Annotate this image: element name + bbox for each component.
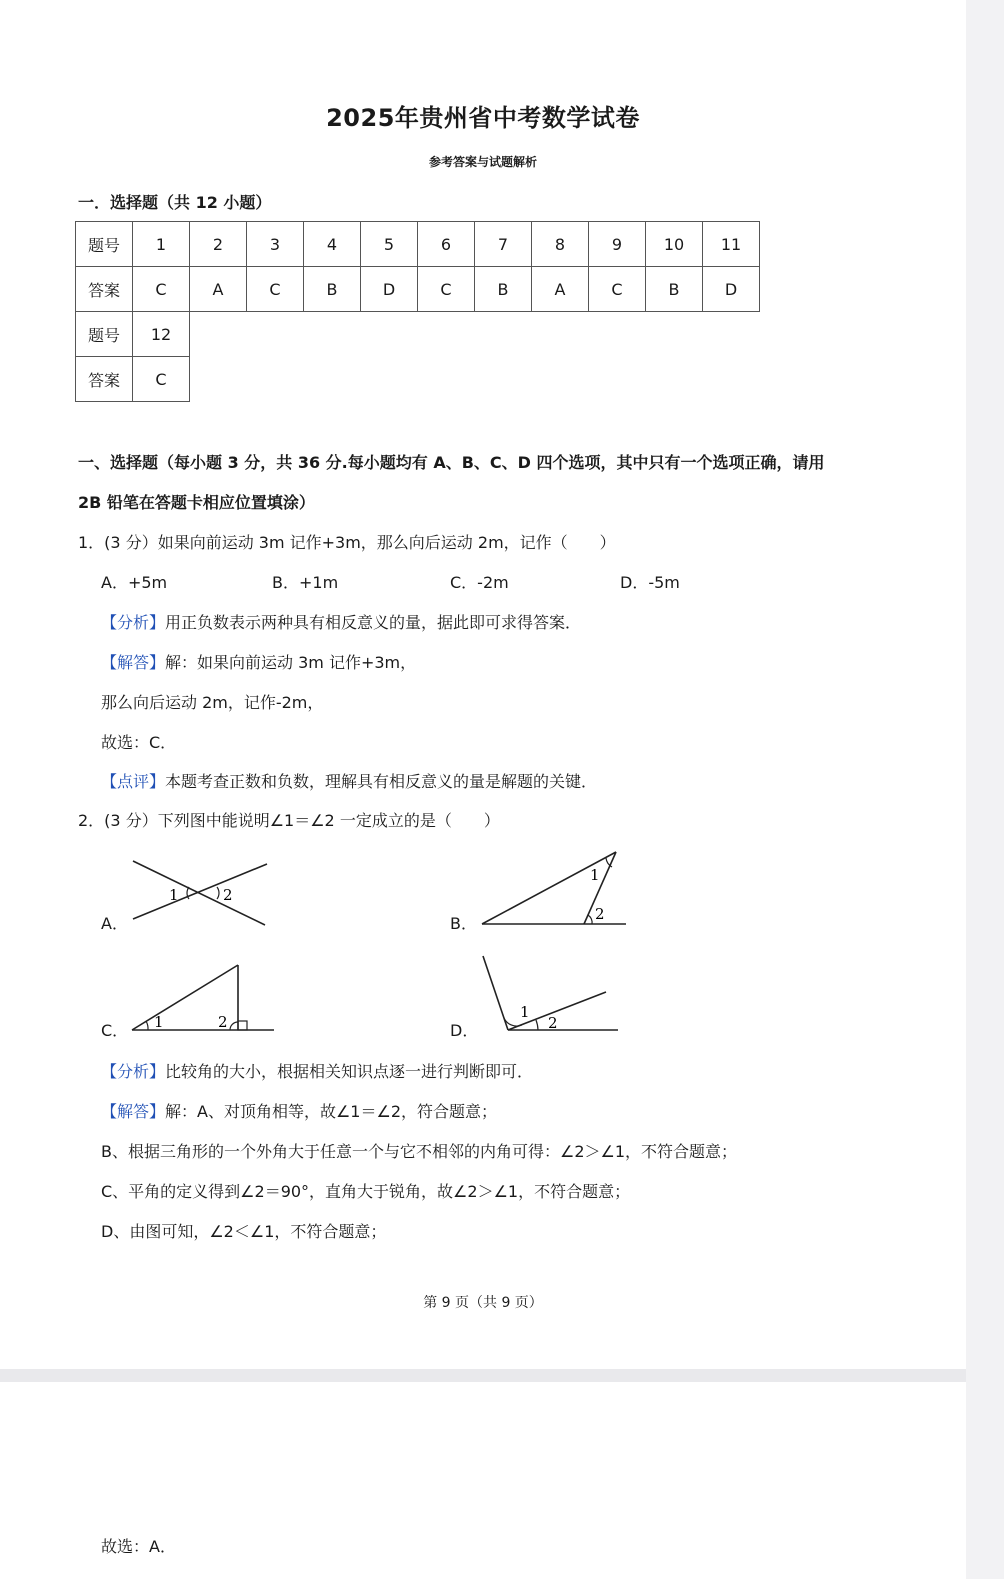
q2-option-c-label: C．	[101, 1021, 129, 1040]
table-cell: 11	[703, 222, 760, 267]
q1-solution-line3: 故选：C．	[101, 733, 177, 752]
angle-arc	[230, 1022, 238, 1030]
angle-label: 1	[169, 886, 179, 904]
table-row	[76, 222, 760, 267]
section-heading-choice: 一．选择题（共 12 小题）	[78, 193, 272, 212]
table-cell: 9	[589, 222, 646, 267]
table-cell: 答案	[76, 267, 133, 312]
table-cell: 8	[532, 222, 589, 267]
angle-label: 1	[590, 866, 600, 884]
table-cell: C	[133, 267, 190, 312]
table-cell: 2	[190, 222, 247, 267]
page-title: 2025年贵州省中考数学试卷	[326, 104, 640, 132]
table-cell: C	[589, 267, 646, 312]
table-row	[76, 267, 760, 312]
table-cell: A	[532, 267, 589, 312]
angle-arc	[536, 1020, 538, 1030]
answer-table-continued	[75, 311, 190, 402]
table-cell: 7	[475, 222, 532, 267]
q2-solution-line4: D、由图可知，∠2＜∠1，不符合题意；	[101, 1222, 387, 1241]
q1-option-b: B．+1m	[272, 573, 339, 592]
q1-solution-line2: 那么向后运动 2m，记作-2m，	[101, 693, 324, 712]
question-1-stem: 1．(3 分）如果向前运动 3m 记作+3m，那么向后运动 2m，记作（ ）	[78, 533, 616, 552]
analysis-tag: 【分析】	[101, 1062, 166, 1081]
viewer-scroll-gutter	[966, 0, 1004, 1579]
table-cell: B	[646, 267, 703, 312]
figure-a-vertical-angles	[125, 855, 275, 930]
table-row	[76, 357, 190, 402]
q2-option-a-label: A．	[101, 914, 128, 933]
figure-d-adjacent-angles	[478, 952, 623, 1036]
angle-label: 1	[154, 1013, 164, 1031]
angle-label: 2	[548, 1014, 558, 1032]
table-row	[76, 312, 190, 357]
table-cell: 4	[304, 222, 361, 267]
q1-analysis	[101, 610, 581, 633]
question-2-stem: 2．(3 分）下列图中能说明∠1＝∠2 一定成立的是（ ）	[78, 811, 500, 830]
figure-b-exterior-angle	[478, 848, 630, 930]
table-cell: 10	[646, 222, 703, 267]
q2-analysis	[101, 1059, 533, 1082]
analysis-text: 比较角的大小，根据相关知识点逐一进行判断即可．	[165, 1062, 534, 1081]
angle-label: 1	[520, 1003, 530, 1021]
table-cell: C	[133, 357, 190, 402]
page-subtitle: 参考答案与试题解析	[428, 155, 537, 169]
table-cell: D	[361, 267, 418, 312]
q1-comment	[101, 769, 597, 792]
section-heading-instructions: 一、选择题（每小题 3 分，共 36 分.每小题均有 A、B、C、D 四个选项，其中只有一个选项正确，请用	[78, 453, 825, 472]
q2-option-b-label: B．	[450, 914, 477, 933]
analysis-text: 用正负数表示两种具有相反意义的量，据此即可求得答案．	[165, 613, 582, 632]
table-cell: 12	[133, 312, 190, 357]
q2-solution-line3: C、平角的定义得到∠2＝90°，直角大于锐角，故∠2＞∠1，不符合题意；	[101, 1182, 631, 1201]
table-cell: 题号	[76, 222, 133, 267]
angle-arc	[588, 915, 592, 924]
angle-label: 2	[595, 905, 605, 923]
table-cell: 6	[418, 222, 475, 267]
table-cell: A	[190, 267, 247, 312]
q1-solution	[101, 650, 416, 673]
section-heading-instructions-2: 2B 铅笔在答题卡相应位置填涂）	[78, 493, 315, 512]
table-cell: 题号	[76, 312, 133, 357]
table-cell: 3	[247, 222, 304, 267]
right-angle-mark	[238, 1021, 247, 1030]
document-page-next	[0, 1382, 966, 1579]
angle-label: 2	[223, 886, 233, 904]
q1-option-a: A．+5m	[101, 573, 168, 592]
solution-text: 解：如果向前运动 3m 记作+3m，	[165, 653, 417, 672]
q2-final-answer: 故选：A．	[101, 1537, 176, 1556]
page-footer: 第 9 页（共 9 页）	[423, 1295, 543, 1311]
angle-label: 2	[218, 1013, 228, 1031]
solution-tag: 【解答】	[101, 653, 166, 672]
table-cell: C	[418, 267, 475, 312]
figure-c-right-triangle	[128, 960, 278, 1035]
table-cell: B	[304, 267, 361, 312]
solution-text: 解：A、对顶角相等，故∠1＝∠2，符合题意；	[165, 1102, 498, 1121]
table-cell: C	[247, 267, 304, 312]
line	[133, 864, 267, 919]
q2-solution-line2: B、根据三角形的一个外角大于任意一个与它不相邻的内角可得：∠2＞∠1，不符合题意；	[101, 1142, 738, 1161]
table-cell: 答案	[76, 357, 133, 402]
line	[133, 861, 265, 925]
solution-tag: 【解答】	[101, 1102, 166, 1121]
angle-arc	[217, 887, 219, 899]
table-cell: 5	[361, 222, 418, 267]
q1-option-d: D．-5m	[620, 573, 680, 592]
answer-table	[75, 221, 760, 312]
analysis-tag: 【分析】	[101, 613, 166, 632]
q1-option-c: C．-2m	[450, 573, 509, 592]
table-cell: D	[703, 267, 760, 312]
comment-tag: 【点评】	[101, 772, 166, 791]
q2-option-d-label: D．	[450, 1021, 479, 1040]
table-cell: 1	[133, 222, 190, 267]
comment-text: 本题考查正数和负数，理解具有相反意义的量是解题的关键．	[165, 772, 598, 791]
angle-arc	[146, 1021, 148, 1030]
q2-solution	[101, 1099, 497, 1122]
table-cell: B	[475, 267, 532, 312]
